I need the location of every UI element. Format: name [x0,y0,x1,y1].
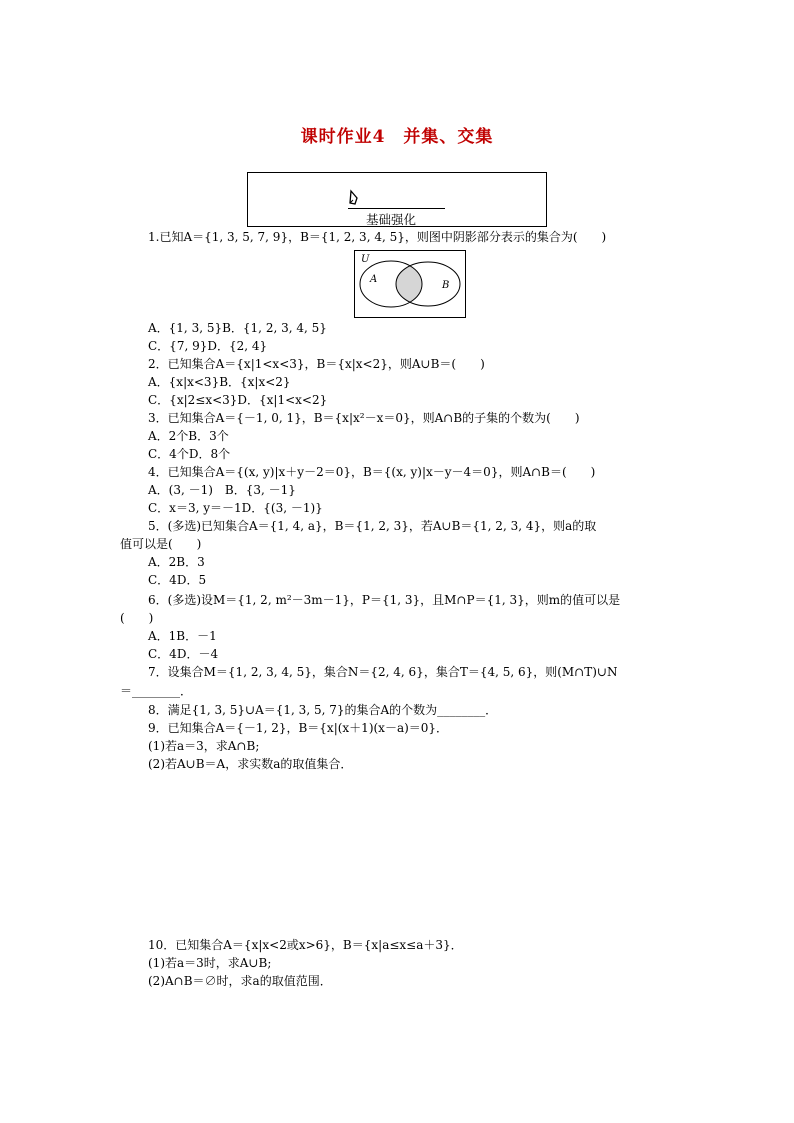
q6-options-cd: C．4D．－4 [148,647,219,661]
q1-options-ab: A．{1, 3, 5}B．{1, 2, 3, 4, 5} [148,321,327,335]
question-3: 3．已知集合A＝{－1, 0, 1}，B＝{x|x²－x＝0}，则A∩B的子集的个数为( ) [148,411,580,425]
q1-options-cd: C．{7, 9}D．{2, 4} [148,339,268,353]
section-rule [348,208,445,209]
pencil-icon [348,189,362,207]
question-9: 9．已知集合A＝{－1, 2}，B＝{x|(x＋1)(x－a)＝0}． [148,721,449,735]
question-7-cont: ＝________． [120,684,193,698]
q2-options-cd: C．{x|2≤x<3}D．{x|1<x<2} [148,393,328,407]
question-4: 4．已知集合A＝{(x, y)|x＋y－2＝0}，B＝{(x, y)|x－y－4＝0}，则A∩B＝( ) [148,465,596,479]
venn-diagram [354,250,466,318]
question-7: 7．设集合M＝{1, 2, 3, 4, 5}，集合N＝{2, 4, 6}，集合T＝{4, 5, 6}，则(M∩T)∪N [148,665,618,679]
q6-options-ab: A．1B．－1 [148,629,217,643]
q9-part-1: (1)若a＝3，求A∩B; [148,739,260,753]
q4-options-cd: C．x＝3, y＝－1D．{(3, －1)} [148,501,323,515]
q9-part-2: (2)若A∪B＝A，求实数a的取值集合． [148,757,353,771]
q10-part-1: (1)若a＝3时，求A∪B; [148,956,272,970]
q3-options-ab: A．2个B．3个 [148,429,229,443]
q5-options-cd: C．4D．5 [148,573,207,587]
question-5-cont: 值可以是( ) [120,537,202,551]
question-6-cont: ( ) [120,611,154,625]
question-8: 8．满足{1, 3, 5}∪A＝{1, 3, 5, 7}的集合A的个数为________． [148,703,498,717]
venn-label-a: A [370,274,378,285]
section-label: 基础强化 [366,212,417,227]
q3-options-cd: C．4个D．8个 [148,447,231,461]
question-1: 1.已知A＝{1, 3, 5, 7, 9}，B＝{1, 2, 3, 4, 5}，则图中阴影部分表示的集合为( ) [148,230,607,244]
venn-label-u: U [361,254,370,265]
question-6: 6．(多选)设M＝{1, 2, m²－3m－1}，P＝{1, 3}，且M∩P＝{1, 3}，则m的值可以是 [148,593,621,607]
question-10: 10．已知集合A＝{x|x<2或x>6}，B＝{x|a≤x≤a＋3}． [148,938,463,952]
question-2: 2．已知集合A＝{x|1<x<3}，B＝{x|x<2}，则A∪B＝( ) [148,357,485,371]
page-title: 课时作业4 并集、交集 [300,127,494,147]
venn-label-b: B [442,280,450,291]
question-5: 5．(多选)已知集合A＝{1, 4, a}，B＝{1, 2, 3}，若A∪B＝{1, 2, 3, 4}，则a的取 [148,519,597,533]
q5-options-ab: A．2B．3 [148,555,205,569]
q4-options-ab: A．(3, －1) B．{3, －1} [148,483,296,497]
q2-options-ab: A．{x|x<3}B．{x|x<2} [148,375,291,389]
q10-part-2: (2)A∩B＝∅时，求a的取值范围． [148,974,332,988]
section-header-box [247,172,547,227]
